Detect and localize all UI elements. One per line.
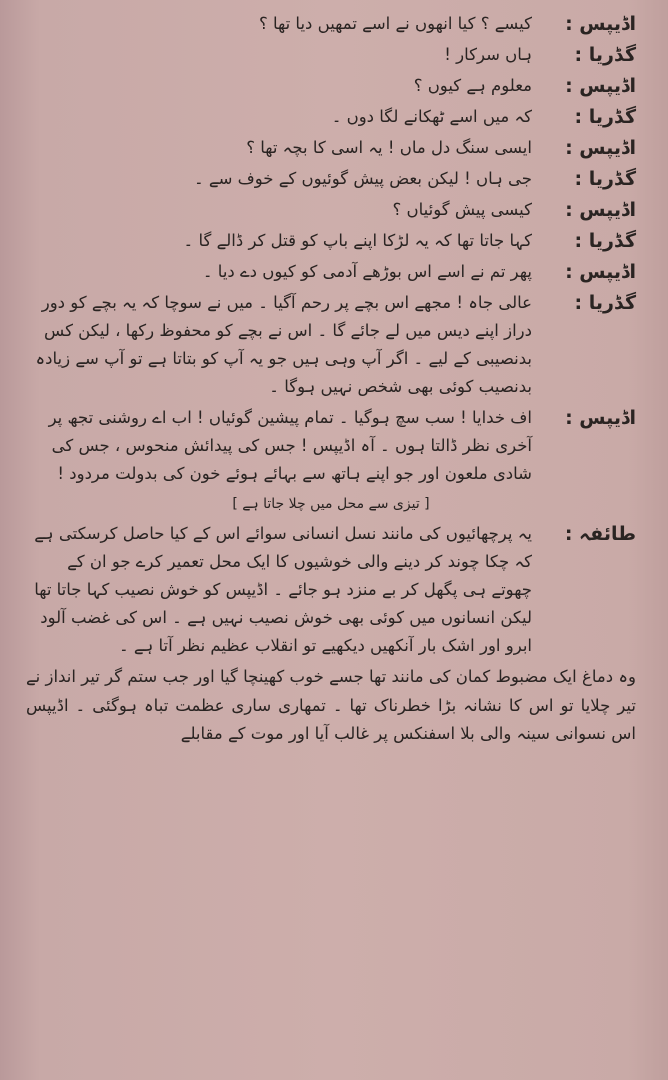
dialogue-text: جی ہاں ! لیکن بعض پیش گوئیوں کے خوف سے ۔ <box>194 169 532 188</box>
speaker-name: اڈیپس : <box>565 407 636 429</box>
dialogue-line <box>26 41 636 69</box>
dialogue-line <box>26 258 636 286</box>
chorus-line <box>26 520 636 660</box>
speaker-name: گڈریا : <box>574 44 636 66</box>
dialogue-line <box>26 72 636 100</box>
stage-direction: [ تیزی سے محل میں چلا جاتا ہے ] <box>232 496 430 512</box>
dialogue-line <box>26 196 636 224</box>
dialogue-text: کیسے ؟ کیا انھوں نے اسے تمھیں دیا تھا ؟ <box>258 14 532 33</box>
dialogue-line <box>26 404 636 488</box>
speaker-name: گڈریا : <box>574 292 636 314</box>
speaker-name: گڈریا : <box>574 106 636 128</box>
speaker-name: اڈیپس : <box>565 13 636 35</box>
dialogue-text: کیسی پیش گوئیاں ؟ <box>392 200 532 219</box>
dialogue-text: اف خدایا ! سب سچ ہوگیا ۔ تمام پیشین گوئیاں ! اب اے روشنی تجھ پر آخری نظر ڈالتا ہوں ۔ آہ اڈیپس ! جس کی پیدائش منحوس ، جس کی شادی ملعون اور جو اپنے ہاتھ سے بہائے ہوئے خون کی بدولت مردود ! <box>48 408 532 483</box>
chorus-text: یہ پرچھائیوں کی مانند نسل انسانی سوائے اس کے کیا حاصل کرسکتی ہے کہ چکا چوند کر دینے والی خوشیوں کا ایک محل تعمیر کرے جو ان کے چھوتے ہی پگھل کر بے منزد ہو جائے ۔ اڈیپس کو خوش نصیب کہا جاتا تھا لیکن انسانوں میں کوئی بھی خوش نصیب نہیں ہے ۔ اس کی غضب آلود ابرو اور اشک بار آنکھیں دیکھیے تو انقلاب عظیم نظر آتا ہے ۔ <box>34 524 532 655</box>
speaker-name: طائفہ : <box>564 523 636 545</box>
page-text <box>26 10 636 749</box>
speaker-name: گڈریا : <box>574 230 636 252</box>
dialogue-line <box>26 289 636 401</box>
dialogue-text: ایسی سنگ دل ماں ! یہ اسی کا بچہ تھا ؟ <box>246 138 532 157</box>
speaker-name: اڈیپس : <box>565 75 636 97</box>
dialogue-line <box>26 227 636 255</box>
dialogue-line <box>26 165 636 193</box>
closing-paragraph: وہ دماغ ایک مضبوط کمان کی مانند تھا جسے خوب کھینچا گیا اور جب ستم گر تیر انداز نے تیر چلایا تو اس کا نشانہ بڑا خطرناک تھا ۔ تمھاری ساری عظمت تباہ ہوگئی ۔ اڈیپس اس نسوانی سینہ والی بلا اسفنکس پر غالب آیا اور موت کے مقابلے <box>26 667 636 743</box>
dialogue-line <box>26 103 636 131</box>
dialogue-text: معلوم ہے کیوں ؟ <box>413 76 532 95</box>
dialogue-text: ہاں سرکار ! <box>444 45 532 64</box>
dialogue-text: کہا جاتا تھا کہ یہ لڑکا اپنے باپ کو قتل کر ڈالے گا ۔ <box>183 231 532 250</box>
dialogue-line <box>26 10 636 38</box>
dialogue-text: پھر تم نے اسے اس بوڑھے آدمی کو کیوں دے دیا ۔ <box>202 262 532 281</box>
speaker-name: اڈیپس : <box>565 261 636 283</box>
dialogue-line <box>26 134 636 162</box>
dialogue-text: عالی جاہ ! مجھے اس بچے پر رحم آگیا ۔ میں نے سوچا کہ یہ بچے کو دور دراز اپنے دیس میں لے جائے گا ۔ اس نے بچے کو محفوظ رکھا ، لیکن کس بدنصیبی کے لیے ۔ اگر آپ وہی ہیں جو یہ آپ کو بتاتا ہے تو آپ سے زیادہ بدنصیب کوئی بھی شخص نہیں ہوگا ۔ <box>35 293 532 396</box>
speaker-name: اڈیپس : <box>565 137 636 159</box>
speaker-name: اڈیپس : <box>565 199 636 221</box>
speaker-name: گڈریا : <box>574 168 636 190</box>
dialogue-text: کہ میں اسے ٹھکانے لگا دوں ۔ <box>331 107 532 126</box>
